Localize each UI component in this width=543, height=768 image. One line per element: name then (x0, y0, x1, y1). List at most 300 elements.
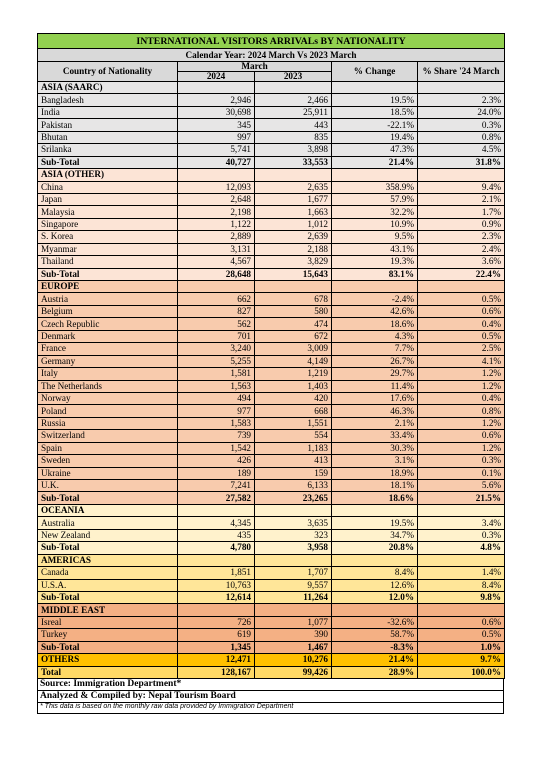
value-2023-cell: 2,635 (255, 181, 332, 193)
change-cell: -2.4% (332, 293, 418, 305)
change-cell: 43.1% (332, 243, 418, 255)
country-cell: Sub-Total (38, 542, 178, 554)
country-cell: Singapore (38, 218, 178, 230)
country-cell: China (38, 181, 178, 193)
table-row (38, 417, 505, 429)
share-cell: 1.0% (418, 641, 505, 653)
value-2023-cell: 25,911 (255, 106, 332, 118)
change-cell: 18.5% (332, 106, 418, 118)
table-row (38, 517, 505, 529)
country-cell: Sub-Total (38, 591, 178, 603)
table-row (38, 616, 505, 628)
value-2024-cell: 12,471 (178, 654, 255, 666)
country-cell: Denmark (38, 330, 178, 342)
value-2024-cell: 619 (178, 629, 255, 641)
table-row (38, 567, 505, 579)
country-cell: U.K. (38, 480, 178, 492)
section-header-row (38, 281, 505, 293)
value-2024-cell: 2,946 (178, 94, 255, 106)
change-cell: 7.7% (332, 343, 418, 355)
change-cell: 28.9% (332, 666, 418, 678)
change-cell: 18.6% (332, 318, 418, 330)
others-row (38, 654, 505, 666)
value-2024-cell: 30,698 (178, 106, 255, 118)
country-cell: Total (38, 666, 178, 678)
value-2024-cell: 701 (178, 330, 255, 342)
value-2024-cell: 2,889 (178, 231, 255, 243)
subtotal-row (38, 492, 505, 504)
share-cell: 0.1% (418, 467, 505, 479)
share-cell: 0.4% (418, 392, 505, 404)
value-2023-cell: 835 (255, 131, 332, 143)
report-subtitle: Calendar Year: 2024 March Vs 2023 March (38, 49, 505, 62)
value-2024-cell: 5,741 (178, 144, 255, 156)
value-2024-cell: 977 (178, 405, 255, 417)
table-row (38, 119, 505, 131)
share-cell: 0.5% (418, 330, 505, 342)
subtotal-row (38, 268, 505, 280)
table-row (38, 181, 505, 193)
share-cell: 1.2% (418, 380, 505, 392)
change-cell: 57.9% (332, 193, 418, 205)
share-cell: 2.4% (418, 243, 505, 255)
value-2023-cell: 99,426 (255, 666, 332, 678)
empty-cell (418, 281, 505, 293)
empty-cell (255, 281, 332, 293)
share-cell: 0.6% (418, 430, 505, 442)
value-2024-cell: 562 (178, 318, 255, 330)
share-cell: 1.7% (418, 206, 505, 218)
empty-cell (332, 82, 418, 94)
value-2024-cell: 12,093 (178, 181, 255, 193)
table-row (38, 343, 505, 355)
value-2024-cell: 4,780 (178, 542, 255, 554)
footnote: * This data is based on the monthly raw data provided by Immigration Department (40, 703, 294, 710)
subtotal-row (38, 156, 505, 168)
empty-cell (255, 504, 332, 516)
table-row (38, 144, 505, 156)
country-cell: Sub-Total (38, 641, 178, 653)
empty-cell (178, 281, 255, 293)
country-cell: Pakistan (38, 119, 178, 131)
value-2024-cell: 1,851 (178, 567, 255, 579)
value-2023-cell: 474 (255, 318, 332, 330)
table-row (38, 579, 505, 591)
change-cell: 30.3% (332, 442, 418, 454)
change-cell: 21.4% (332, 654, 418, 666)
value-2024-cell: 5,255 (178, 355, 255, 367)
change-cell: 8.4% (332, 567, 418, 579)
country-cell: Bangladesh (38, 94, 178, 106)
share-cell: 0.3% (418, 119, 505, 131)
value-2024-cell: 1,581 (178, 368, 255, 380)
value-2023-cell: 1,403 (255, 380, 332, 392)
empty-cell (178, 82, 255, 94)
empty-cell (178, 504, 255, 516)
value-2024-cell: 1,542 (178, 442, 255, 454)
table-row (38, 467, 505, 479)
value-2023-cell: 2,188 (255, 243, 332, 255)
country-cell: Switzerland (38, 430, 178, 442)
empty-cell (418, 82, 505, 94)
value-2024-cell: 40,727 (178, 156, 255, 168)
value-2023-cell: 1,677 (255, 193, 332, 205)
share-cell: 1.2% (418, 368, 505, 380)
country-cell: India (38, 106, 178, 118)
country-cell: OTHERS (38, 654, 178, 666)
change-cell: 33.4% (332, 430, 418, 442)
header-month: March (178, 62, 332, 72)
change-cell: 42.6% (332, 305, 418, 317)
empty-cell (418, 169, 505, 181)
table-row (38, 405, 505, 417)
value-2024-cell: 128,167 (178, 666, 255, 678)
section-header-row (38, 604, 505, 616)
share-cell: 2.5% (418, 343, 505, 355)
country-cell: Russia (38, 417, 178, 429)
subtotal-row (38, 542, 505, 554)
share-cell: 9.4% (418, 181, 505, 193)
change-cell: -8.3% (332, 641, 418, 653)
country-cell: Czech Republic (38, 318, 178, 330)
table-row (38, 106, 505, 118)
value-2023-cell: 1,663 (255, 206, 332, 218)
empty-cell (418, 504, 505, 516)
value-2024-cell: 662 (178, 293, 255, 305)
section-header-row (38, 504, 505, 516)
section-header-row (38, 554, 505, 566)
visitor-arrivals-report (37, 33, 504, 714)
change-cell: 18.6% (332, 492, 418, 504)
table-row (38, 442, 505, 454)
value-2023-cell: 672 (255, 330, 332, 342)
country-cell: U.S.A. (38, 579, 178, 591)
value-2023-cell: 159 (255, 467, 332, 479)
share-cell: 100.0% (418, 666, 505, 678)
footer (37, 679, 504, 714)
value-2023-cell: 443 (255, 119, 332, 131)
value-2024-cell: 7,241 (178, 480, 255, 492)
share-cell: 0.4% (418, 318, 505, 330)
change-cell: 4.3% (332, 330, 418, 342)
header-share: % Share '24 March (418, 62, 505, 82)
value-2024-cell: 2,648 (178, 193, 255, 205)
source-line: Source: Immigration Department* (38, 679, 503, 691)
country-cell: Austria (38, 293, 178, 305)
change-cell: 29.7% (332, 368, 418, 380)
subtotal-row (38, 641, 505, 653)
table-row (38, 243, 505, 255)
country-cell: Norway (38, 392, 178, 404)
value-2024-cell: 27,582 (178, 492, 255, 504)
value-2024-cell: 1,345 (178, 641, 255, 653)
value-2023-cell: 1,467 (255, 641, 332, 653)
value-2024-cell: 435 (178, 529, 255, 541)
table-row (38, 355, 505, 367)
value-2024-cell: 1,583 (178, 417, 255, 429)
table-row (38, 455, 505, 467)
share-cell: 3.6% (418, 256, 505, 268)
compiled-line: Analyzed & Compiled by: Nepal Tourism Board (38, 691, 503, 703)
change-cell: 18.9% (332, 467, 418, 479)
empty-cell (178, 554, 255, 566)
table-row (38, 231, 505, 243)
arrivals-table (37, 33, 505, 679)
value-2023-cell: 3,898 (255, 144, 332, 156)
table-row (38, 330, 505, 342)
country-cell: Belgium (38, 305, 178, 317)
share-cell: 22.4% (418, 268, 505, 280)
country-cell: Srilanka (38, 144, 178, 156)
change-cell: 358.9% (332, 181, 418, 193)
share-cell: 2.1% (418, 193, 505, 205)
table-row (38, 392, 505, 404)
value-2024-cell: 726 (178, 616, 255, 628)
country-cell: Bhutan (38, 131, 178, 143)
country-cell: Malaysia (38, 206, 178, 218)
share-cell: 21.5% (418, 492, 505, 504)
value-2023-cell: 23,265 (255, 492, 332, 504)
value-2023-cell: 420 (255, 392, 332, 404)
share-cell: 0.6% (418, 305, 505, 317)
table-row (38, 430, 505, 442)
change-cell: 19.4% (332, 131, 418, 143)
country-cell: S. Korea (38, 231, 178, 243)
table-row (38, 218, 505, 230)
value-2023-cell: 3,009 (255, 343, 332, 355)
value-2024-cell: 494 (178, 392, 255, 404)
change-cell: 11.4% (332, 380, 418, 392)
change-cell: 19.5% (332, 517, 418, 529)
change-cell: -32.6% (332, 616, 418, 628)
value-2023-cell: 6,133 (255, 480, 332, 492)
value-2024-cell: 189 (178, 467, 255, 479)
empty-cell (332, 554, 418, 566)
country-cell: Turkey (38, 629, 178, 641)
value-2023-cell: 580 (255, 305, 332, 317)
country-cell: Canada (38, 567, 178, 579)
share-cell: 0.8% (418, 405, 505, 417)
country-cell: Thailand (38, 256, 178, 268)
value-2023-cell: 3,958 (255, 542, 332, 554)
change-cell: 3.1% (332, 455, 418, 467)
change-cell: 83.1% (332, 268, 418, 280)
value-2024-cell: 10,763 (178, 579, 255, 591)
empty-cell (255, 604, 332, 616)
share-cell: 3.4% (418, 517, 505, 529)
section-title: OCEANIA (38, 504, 178, 516)
empty-cell (255, 169, 332, 181)
value-2023-cell: 390 (255, 629, 332, 641)
country-cell: Italy (38, 368, 178, 380)
share-cell: 0.8% (418, 131, 505, 143)
country-cell: Poland (38, 405, 178, 417)
country-cell: Sweden (38, 455, 178, 467)
change-cell: 32.2% (332, 206, 418, 218)
change-cell: 26.7% (332, 355, 418, 367)
value-2024-cell: 28,648 (178, 268, 255, 280)
value-2023-cell: 11,264 (255, 591, 332, 603)
share-cell: 0.3% (418, 455, 505, 467)
section-title: AMERICAS (38, 554, 178, 566)
change-cell: 9.5% (332, 231, 418, 243)
change-cell: 19.5% (332, 94, 418, 106)
value-2024-cell: 739 (178, 430, 255, 442)
change-cell: 10.9% (332, 218, 418, 230)
country-cell: Myanmar (38, 243, 178, 255)
value-2024-cell: 426 (178, 455, 255, 467)
share-cell: 0.6% (418, 616, 505, 628)
table-row (38, 380, 505, 392)
value-2023-cell: 554 (255, 430, 332, 442)
empty-cell (332, 604, 418, 616)
country-cell: Germany (38, 355, 178, 367)
share-cell: 5.6% (418, 480, 505, 492)
value-2023-cell: 33,553 (255, 156, 332, 168)
table-row (38, 206, 505, 218)
table-row (38, 131, 505, 143)
value-2024-cell: 3,131 (178, 243, 255, 255)
country-cell: France (38, 343, 178, 355)
table-body (38, 82, 505, 679)
header-2024: 2024 (178, 72, 255, 82)
empty-cell (332, 169, 418, 181)
empty-cell (255, 82, 332, 94)
empty-cell (332, 281, 418, 293)
section-header-row (38, 169, 505, 181)
country-cell: Japan (38, 193, 178, 205)
change-cell: 20.8% (332, 542, 418, 554)
country-cell: Sub-Total (38, 268, 178, 280)
share-cell: 9.7% (418, 654, 505, 666)
share-cell: 8.4% (418, 579, 505, 591)
share-cell: 0.3% (418, 529, 505, 541)
table-row (38, 318, 505, 330)
empty-cell (332, 504, 418, 516)
section-title: EUROPE (38, 281, 178, 293)
country-cell: New Zealand (38, 529, 178, 541)
value-2024-cell: 827 (178, 305, 255, 317)
share-cell: 2.3% (418, 94, 505, 106)
value-2023-cell: 2,639 (255, 231, 332, 243)
change-cell: 18.1% (332, 480, 418, 492)
value-2024-cell: 2,198 (178, 206, 255, 218)
value-2024-cell: 1,122 (178, 218, 255, 230)
section-title: MIDDLE EAST (38, 604, 178, 616)
share-cell: 4.5% (418, 144, 505, 156)
section-title: ASIA (SAARC) (38, 82, 178, 94)
change-cell: 12.6% (332, 579, 418, 591)
table-row (38, 368, 505, 380)
table-row (38, 293, 505, 305)
table-row (38, 529, 505, 541)
subtotal-row (38, 591, 505, 603)
value-2023-cell: 10,276 (255, 654, 332, 666)
share-cell: 1.2% (418, 417, 505, 429)
change-cell: 47.3% (332, 144, 418, 156)
change-cell: 19.3% (332, 256, 418, 268)
share-cell: 2.3% (418, 231, 505, 243)
share-cell: 24.0% (418, 106, 505, 118)
total-row (38, 666, 505, 678)
value-2024-cell: 4,345 (178, 517, 255, 529)
country-cell: Ukraine (38, 467, 178, 479)
country-cell: Spain (38, 442, 178, 454)
change-cell: -22.1% (332, 119, 418, 131)
value-2024-cell: 12,614 (178, 591, 255, 603)
change-cell: 58.7% (332, 629, 418, 641)
table-row (38, 305, 505, 317)
change-cell: 17.6% (332, 392, 418, 404)
value-2023-cell: 1,707 (255, 567, 332, 579)
share-cell: 4.8% (418, 542, 505, 554)
change-cell: 12.0% (332, 591, 418, 603)
empty-cell (418, 604, 505, 616)
table-row (38, 629, 505, 641)
value-2024-cell: 997 (178, 131, 255, 143)
value-2023-cell: 9,557 (255, 579, 332, 591)
empty-cell (178, 169, 255, 181)
section-title: ASIA (OTHER) (38, 169, 178, 181)
country-cell: Sub-Total (38, 156, 178, 168)
value-2024-cell: 345 (178, 119, 255, 131)
header-country: Country of Nationality (38, 62, 178, 82)
share-cell: 4.1% (418, 355, 505, 367)
share-cell: 31.8% (418, 156, 505, 168)
share-cell: 0.5% (418, 629, 505, 641)
empty-cell (255, 554, 332, 566)
table-row (38, 193, 505, 205)
header-2023: 2023 (255, 72, 332, 82)
value-2023-cell: 3,635 (255, 517, 332, 529)
change-cell: 21.4% (332, 156, 418, 168)
report-title: INTERNATIONAL VISITORS ARRIVALs BY NATIONALITY (38, 34, 505, 49)
value-2023-cell: 4,149 (255, 355, 332, 367)
country-cell: Isreal (38, 616, 178, 628)
share-cell: 0.9% (418, 218, 505, 230)
value-2024-cell: 3,240 (178, 343, 255, 355)
section-header-row (38, 82, 505, 94)
empty-cell (178, 604, 255, 616)
change-cell: 46.3% (332, 405, 418, 417)
value-2023-cell: 1,012 (255, 218, 332, 230)
change-cell: 34.7% (332, 529, 418, 541)
value-2023-cell: 678 (255, 293, 332, 305)
value-2023-cell: 3,829 (255, 256, 332, 268)
value-2023-cell: 1,183 (255, 442, 332, 454)
value-2024-cell: 1,563 (178, 380, 255, 392)
value-2023-cell: 323 (255, 529, 332, 541)
share-cell: 1.4% (418, 567, 505, 579)
value-2023-cell: 1,551 (255, 417, 332, 429)
header-change: % Change (332, 62, 418, 82)
table-row (38, 256, 505, 268)
value-2023-cell: 1,219 (255, 368, 332, 380)
value-2023-cell: 15,643 (255, 268, 332, 280)
empty-cell (418, 554, 505, 566)
table-row (38, 480, 505, 492)
share-cell: 9.8% (418, 591, 505, 603)
value-2023-cell: 668 (255, 405, 332, 417)
table-row (38, 94, 505, 106)
value-2023-cell: 2,466 (255, 94, 332, 106)
country-cell: Australia (38, 517, 178, 529)
change-cell: 2.1% (332, 417, 418, 429)
value-2023-cell: 413 (255, 455, 332, 467)
value-2023-cell: 1,077 (255, 616, 332, 628)
share-cell: 0.5% (418, 293, 505, 305)
share-cell: 1.2% (418, 442, 505, 454)
